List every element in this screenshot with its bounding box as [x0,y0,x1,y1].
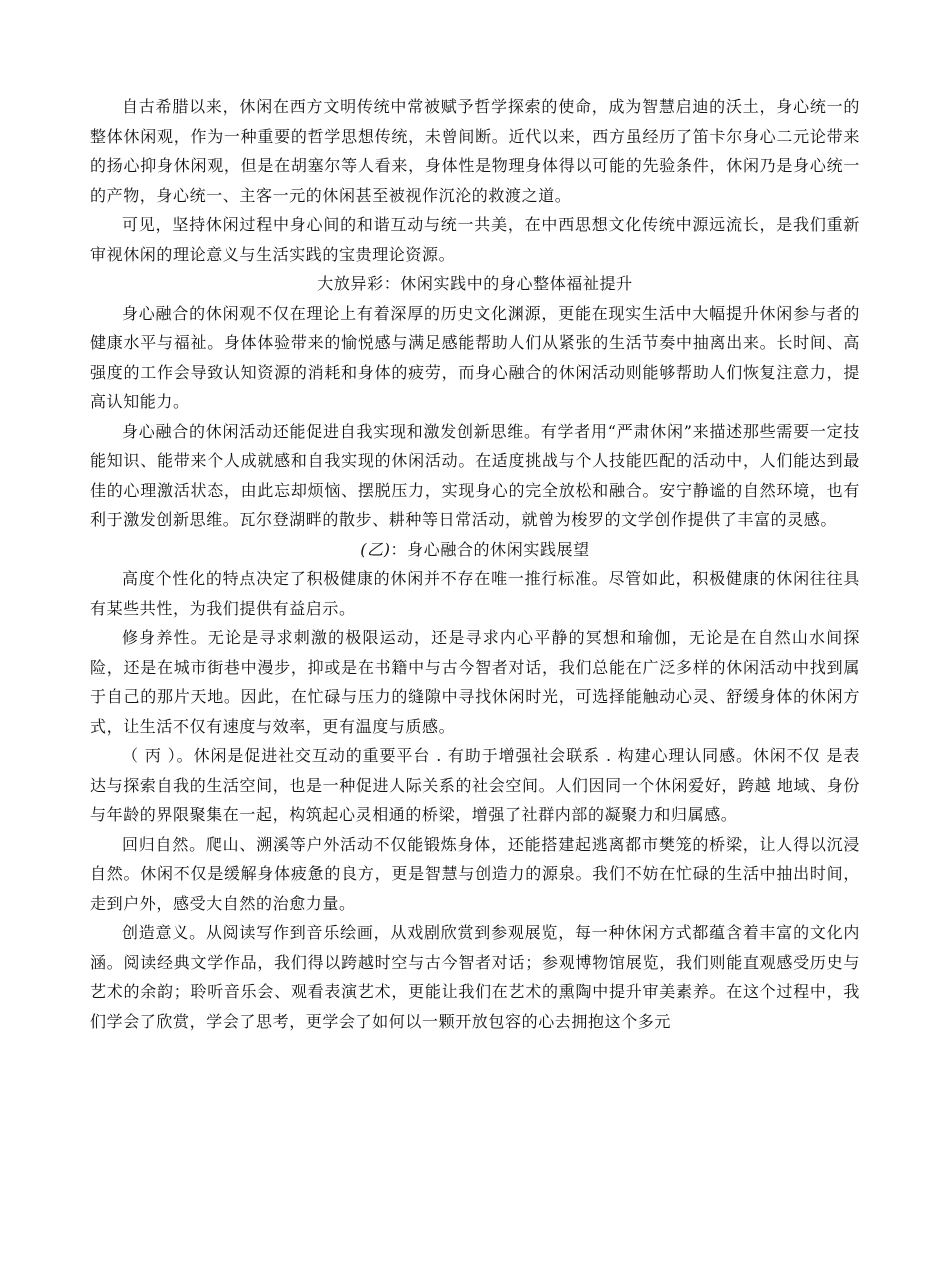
paragraph: 回归自然。爬山、溯溪等户外活动不仅能锻炼身体，还能搭建起逃离都市樊笼的桥梁，让人得以沉浸自然。休闲不仅是缓解身体疲惫的良方，更是智慧与创造力的源泉。我们不妨在忙碌的生活中抽出时间，走到户外，感受大自然的治愈力量。 [90,834,860,913]
paragraph: 创造意义。从阅读写作到音乐绘画，从戏剧欣赏到参观展览，每一种休闲方式都蕴含着丰富的文化内涵。阅读经典文学作品，我们得以跨越时空与古今智者对话；参观博物馆展览，我们则能直观感受历史与艺术的余韵；聆听音乐会、观看表演艺术，更能让我们在艺术的熏陶中提升审美素养。在这个过程中，我们学会了欣赏，学会了思考，更学会了如何以一颗开放包容的心去拥抱这个多元 [90,923,860,1031]
blank-marker: (乙) [360,539,391,559]
section-heading: 大放异彩：休闲实践中的身心整体福祉提升 [317,274,633,293]
document-page [90,92,860,1036]
paragraph: （ 丙 ）。休闲是促进社交互动的重要平台 . 有助于增强社会联系 . 构建心理认同感。休闲不仅 是表达与探索自我的生活空间，也是一种促进人际关系的社会空间。人们因同一个休闲爱好，跨越 地域、身份与年龄的界限聚集在一起，构筑起心灵相通的桥梁，增强了社群内部的凝聚力和归属感。 [90,746,860,824]
paragraph: 自古希腊以来，休闲在西方文明传统中常被赋予哲学探索的使命，成为智慧启迪的沃土，身心统一的整体休闲观，作为一种重要的哲学思想传统，未曾间断。近代以来，西方虽经历了笛卡尔身心二元论带来的扬心抑身休闲观，但是在胡塞尔等人看来，身体性是物理身体得以可能的先验条件，休闲乃是身心统一的产物，身心统一、主客一元的休闲甚至被视作沉沦的救渡之道。 [90,97,860,205]
paragraph: 高度个性化的特点决定了积极健康的休闲并不存在唯一推行标准。尽管如此，积极健康的休闲往往具有某些共性，为我们提供有益启示。 [90,569,860,618]
paragraph: 可见，坚持休闲过程中身心间的和谐互动与统一共美，在中西思想文化传统中源远流长，是我们重新审视休闲的理论意义与生活实践的宝贵理论资源。 [90,215,860,264]
paragraph: 修身养性。无论是寻求刺激的极限运动，还是寻求内心平静的冥想和瑜伽，无论是在自然山水间探险，还是在城市街巷中漫步，抑或是在书籍中与古今智者对话，我们总能在广泛多样的休闲活动中找到属于自己的那片天地。因此，在忙碌与压力的缝隙中寻找休闲时光，可选择能触动心灵、舒缓身体的休闲方式，让生活不仅有速度与效率，更有温度与质感。 [90,628,860,736]
section-heading-text: ：身心融合的休闲实践展望 [390,539,590,559]
paragraph: 身心融合的休闲观不仅在理论上有着深厚的历史文化渊源，更能在现实生活中大幅提升休闲参与者的健康水平与福祉。身体体验带来的愉悦感与满足感能帮助人们从紧张的生活节奏中抽离出来。长时间、高强度的工作会导致认知资源的消耗和身体的疲劳，而身心融合的休闲活动则能够帮助人们恢复注意力，提高认知能力。 [90,303,860,411]
section-heading [90,535,860,565]
paragraph: 身心融合的休闲活动还能促进自我实现和激发创新思维。有学者用“严肃休闲”来描述那些需要一定技能知识、能带来个人成就感和自我实现的休闲活动。在适度挑战与个人技能匹配的活动中，人们能达到最佳的心理激活状态，由此忘却烦恼、摆脱压力，实现身心的完全放松和融合。安宁静谧的自然环境，也有利于激发创新思维。瓦尔登湖畔的散步、耕种等日常活动，就曾为梭罗的文学创作提供了丰富的灵感。 [90,421,860,529]
